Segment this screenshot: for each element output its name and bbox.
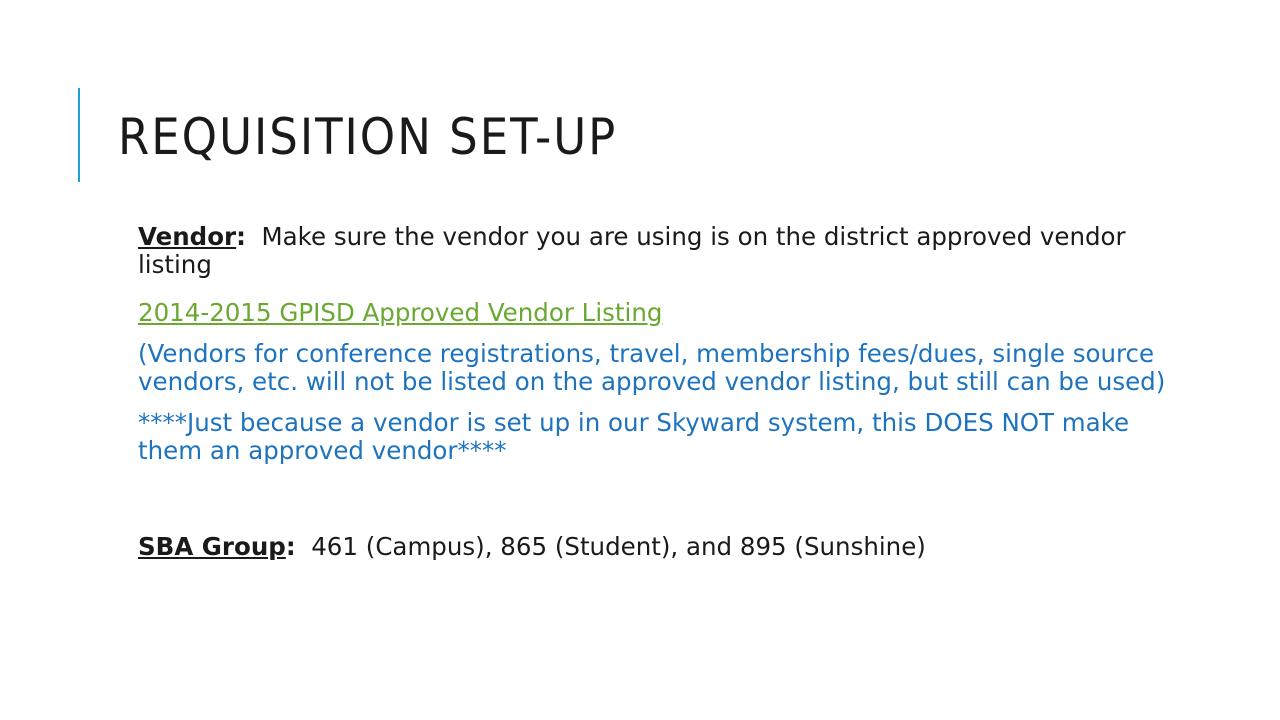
title-accent-bar <box>78 88 80 182</box>
vendor-note: (Vendors for conference registrations, travel, membership fees/dues, single source vendors, etc. will not be listed on the approved vendor listing, but still can be used) <box>138 339 1166 396</box>
sba-colon: : <box>285 532 296 561</box>
vendor-warning: ****Just because a vendor is set up in our Skyward system, this DOES NOT make them an approved vendor**** <box>138 408 1130 465</box>
vendor-link-paragraph <box>138 299 1168 327</box>
sba-group-paragraph <box>138 533 1168 561</box>
sba-group-label: SBA Group <box>138 532 286 561</box>
slide-content <box>138 223 1168 561</box>
vendor-label: Vendor <box>138 222 237 251</box>
slide-title: REQUISITION SET-UP <box>118 108 618 166</box>
vendor-paragraph <box>138 223 1168 279</box>
sba-group-text: 461 (Campus), 865 (Student), and 895 (Sunshine) <box>295 532 926 561</box>
vendor-colon: : <box>236 222 246 251</box>
approved-vendor-listing-link[interactable]: 2014-2015 GPISD Approved Vendor Listing <box>138 298 663 327</box>
vendor-text: Make sure the vendor you are using is on the district approved vendor listing <box>138 222 1134 279</box>
